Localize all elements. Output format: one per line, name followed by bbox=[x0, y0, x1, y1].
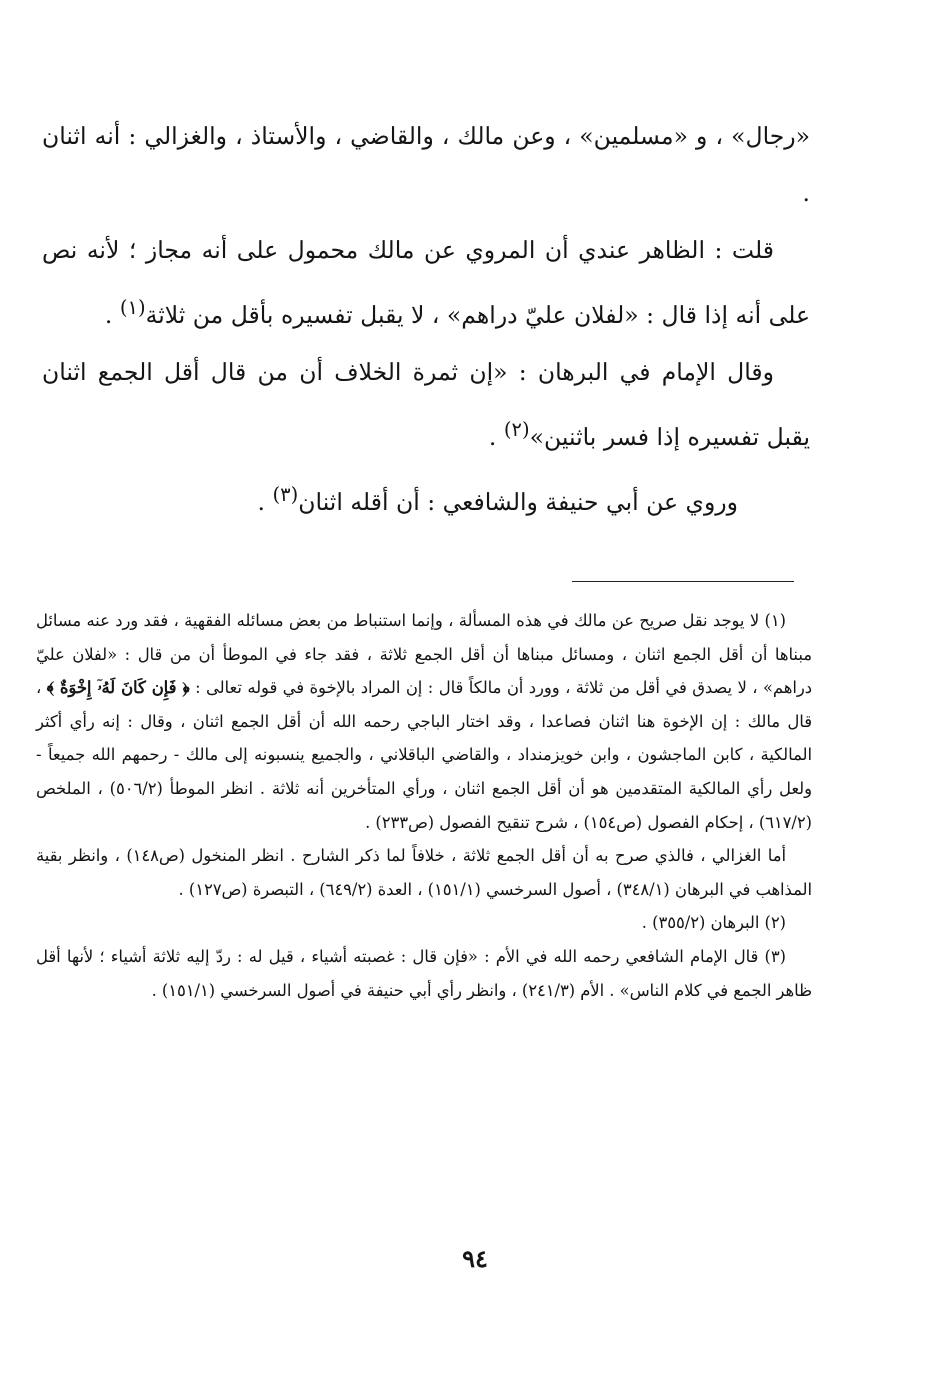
footnote-1-text-a: (١) لا يوجد نقل صريح عن مالك في هذه المسألة ، وإنما استنباط من بعض مسائله الفقهية ، فقد ورد عنه مسائل مبناها أن أقل الجمع اثنان ، ومسائل مبناها أن أقل الجمع ثلاثة ، فقد جاء في الموطأ أن من قال : «لفلان عليّ دراهم» ، لا يصدق في أقل من ثلاثة ، وورد أن مالكاً قال : إن المراد بالإخوة في قوله تعالى : bbox=[36, 611, 812, 698]
footnote-2-text: (٢) البرهان (٣٥٥/٢) . bbox=[641, 913, 786, 933]
end-mark: . bbox=[104, 300, 120, 329]
footnote-1 bbox=[36, 604, 812, 839]
paragraph-3-text: وقال الإمام في البرهان : «إن ثمرة الخلاف أن من قال أقل الجمع اثنان يقبل تفسيره إذا فسر باثنين» bbox=[42, 357, 810, 451]
paragraph-2 bbox=[42, 222, 810, 344]
footnote-ref-3: (٣) bbox=[272, 482, 299, 506]
paragraph-3 bbox=[42, 344, 810, 466]
footnote-ref-2: (٢) bbox=[503, 417, 530, 441]
footnote-1-continued bbox=[36, 839, 812, 906]
paragraph-2-text: قلت : الظاهر عندي أن المروي عن مالك محمول على أنه مجاز ؛ لأنه نص على أنه إذا قال : «لفلان عليّ دراهم» ، لا يقبل تفسيره بأقل من ثلاثة bbox=[42, 236, 810, 329]
footnote-1-text-b: ، قال مالك : إن الإخوة هنا اثنان فصاعدا ، وقد اختار الباجي رحمه الله أن أقل الجمع اثنان ، وقال : إنه رأي أكثر المالكية ، كابن الماجشون ، وابن خويزمنداد ، والقاضي الباقلاني ، والجميع ينسبونه إلى مالك - رحمهم الله جميعاً - ولعل رأي المالكية المتقدمين هو أن أقل الجمع اثنان ، ورأي المتأخرين أنه ثلاثة . انظر الموطأ (٥٠٦/٢) ، الملخص (٦١٧/٢) ، إحكام الفصول (ص١٥٤) ، شرح تنقيح الفصول (ص٢٣٣) . bbox=[36, 678, 813, 832]
end-mark: . bbox=[488, 422, 504, 451]
paragraph-1-text: «رجال» ، و «مسلمين» ، وعن مالك ، والقاضي ، والأستاذ ، والغزالي : أنه اثنان . bbox=[42, 122, 810, 207]
footnote-2 bbox=[36, 906, 812, 940]
main-text bbox=[42, 108, 810, 530]
footnote-3 bbox=[36, 940, 812, 1007]
footnotes bbox=[36, 604, 812, 1007]
paragraph-4 bbox=[42, 466, 810, 531]
footnote-separator bbox=[572, 581, 794, 582]
page-number: ٩٤ bbox=[462, 1244, 488, 1273]
footnote-ref-1: (١) bbox=[119, 296, 146, 319]
end-mark: . bbox=[257, 487, 273, 516]
quran-verse: ﴿ فَإِن كَانَ لَهُۥٓ إِخْوَةٌ ﴾ bbox=[46, 678, 190, 698]
paragraph-1 bbox=[42, 108, 810, 222]
footnote-1-text-c: أما الغزالي ، فالذي صرح به أن أقل الجمع ثلاثة ، خلافاً لما ذكر الشارح . انظر المنخول (ص١٤٨) ، وانظر بقية المذاهب في البرهان (٣٤٨/١) ، أصول السرخسي (١٥١/١) ، العدة (٦٤٩/٢) ، التبصرة (ص١٢٧) . bbox=[36, 846, 812, 899]
footnote-3-text: (٣) قال الإمام الشافعي رحمه الله في الأم : «فإن قال : غصبته أشياء ، قيل له : ردّ إليه ثلاثة أشياء ؛ لأنها أقل ظاهر الجمع في كلام الناس» . الأم (٢٤١/٣) ، وانظر رأي أبي حنيفة في أصول السرخسي (١٥١/١) . bbox=[36, 946, 812, 1000]
paragraph-4-text: وروي عن أبي حنيفة والشافعي : أن أقله اثنان bbox=[298, 487, 738, 516]
